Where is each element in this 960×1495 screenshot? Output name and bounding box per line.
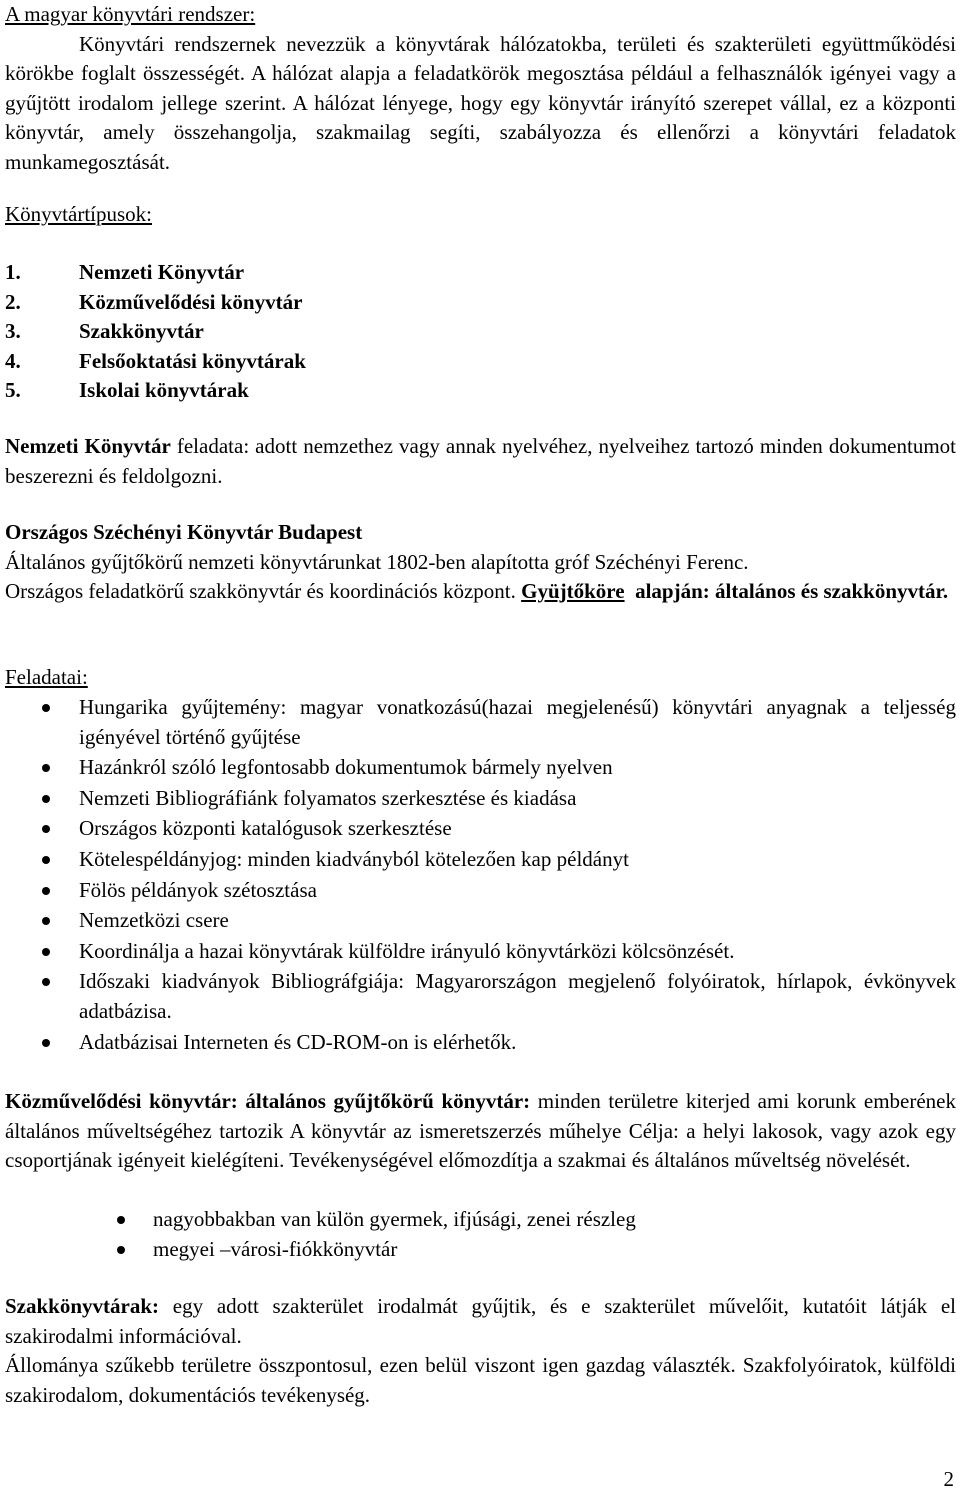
list-item: nagyobbakban van külön gyermek, ifjúsági, zenei részleg	[5, 1205, 956, 1235]
bullet-icon	[42, 978, 50, 986]
bullet-icon	[117, 1216, 125, 1224]
list-item: megyei –városi-fiókkönyvtár	[5, 1235, 956, 1265]
list-item: Országos központi katalógusok szerkesztése	[5, 814, 956, 844]
special-paragraph-2: Állománya szűkebb területre összpontosul, ezen belül viszont igen gazdag választék. Szakfolyóiratok, külföldi szakirodalom, dokumentációs tevékenység.	[5, 1353, 956, 1407]
public-list-block	[5, 1205, 956, 1264]
list-item: 4. Felsőoktatási könyvtárak	[5, 348, 306, 373]
bullet-icon	[42, 887, 50, 895]
bullet-icon	[42, 795, 50, 803]
types-list-block	[5, 258, 956, 406]
page-number: 2	[943, 1467, 954, 1491]
national-lead: Nemzeti Könyvtár	[5, 434, 171, 458]
bullet-icon	[42, 704, 50, 712]
list-item: Hazánkról szóló legfontosabb dokumentumok bármely nyelven	[5, 753, 956, 783]
list-item: 2. Közművelődési könyvtár	[5, 289, 303, 314]
list-item: Nemzetközi csere	[5, 906, 956, 936]
bullet-icon	[117, 1246, 125, 1254]
bullet-icon	[42, 825, 50, 833]
national-text: feladata: adott nemzethez vagy annak nyelvéhez, nyelveihez tartozó minden dokumentumot beszerezni és feldolgozni.	[5, 434, 957, 488]
tasks-section	[5, 663, 956, 693]
oszk-line1: Általános gyűjtőkörű nemzeti könyvtárunkat 1802-ben alapította gróf Széchényi Ferenc.	[5, 549, 749, 574]
national-library-paragraph	[5, 432, 956, 491]
intro-heading: A magyar könyvtári rendszer:	[5, 2, 256, 26]
list-item: Adatbázisai Interneten és CD-ROM-on is elérhetők.	[5, 1028, 956, 1058]
tasks-heading: Feladatai:	[5, 665, 88, 689]
bullet-icon	[42, 948, 50, 956]
types-heading: Könyvtártípusok:	[5, 202, 152, 226]
special-library-section	[5, 1292, 956, 1410]
special-paragraph: Szakkönyvtárak: egy adott szakterület irodalmát gyűjtik, és e szakterület művelőit, kutatóit látják el szakirodalmi információval.	[5, 1294, 956, 1348]
tasks-list	[5, 693, 956, 1057]
bullet-icon	[42, 764, 50, 772]
list-item: 1. Nemzeti Könyvtár	[5, 260, 245, 284]
bullet-icon	[42, 917, 50, 925]
oszk-title: Országos Széchényi Könyvtár Budapest	[5, 520, 363, 544]
list-item: Kötelespéldányjog: minden kiadványból kötelezően kap példányt	[5, 845, 956, 875]
list-item: Időszaki kiadványok Bibliográfgiája: Magyarországon megjelenő folyóiratok, hírlapok, évkönyvek adatbázisa.	[5, 967, 956, 1026]
list-item: 5. Iskolai könyvtárak	[5, 378, 249, 403]
list-item: Fölös példányok szétosztása	[5, 876, 956, 906]
types-section	[5, 200, 956, 230]
list-item: Nemzeti Bibliográfiánk folyamatos szerkesztése és kiadása	[5, 784, 956, 814]
list-item: Hungarika gyűjtemény: magyar vonatkozású(hazai megjelenésű) könyvtári anyagnak a teljesség igényével történő gyűjtése	[5, 693, 956, 752]
collection-scope-label: Gyüjtőköre	[521, 579, 625, 604]
public-lead: Közművelődési könyvtár: általános gyűjtőkörű könyvtár:	[5, 1089, 531, 1113]
oszk-line2: Országos feladatkörű szakkönyvtár és koordinációs központ. Gyüjtőköre alapján: általános és szakkönyvtár.	[5, 579, 949, 604]
list-item: 3. Szakkönyvtár	[5, 319, 204, 344]
intro-paragraph: Könyvtári rendszernek nevezzük a könyvtárak hálózatokba, területi és szakterületi együttműködési körökbe foglalt összességét. A hálózat alapja a feladatkörök megosztása például a felhasználók igényei vagy a gyűjtött irodalom jellege szerint. A hálózat lényege, hogy egy könyvtár irányító szerepet vállal, ez a központi könyvtár, amely összehangolja, szakmailag segíti, szabályozza és ellenőrzi a könyvtári feladatok munkamegosztását.	[5, 31, 956, 174]
intro-section	[5, 0, 956, 178]
oszk-section	[5, 518, 956, 607]
bullet-icon	[42, 856, 50, 864]
special-lead: Szakkönyvtárak:	[5, 1294, 160, 1318]
list-item: Koordinálja a hazai könyvtárak külföldre irányuló könyvtárközi kölcsönzését.	[5, 937, 956, 967]
public-library-list	[5, 1205, 956, 1264]
tasks-list-block	[5, 693, 956, 1057]
public-library-paragraph	[5, 1087, 956, 1176]
library-types-list	[5, 258, 956, 406]
bullet-icon	[42, 1039, 50, 1047]
public-text: minden területre kiterjed ami korunk emberének általános műveltségéhez tartozik A könyvtár az ismeretszerzés műhelye Célja: a helyi lakosok, vagy azok egy csoportjának igényeit kielégíteni. Tevékenységével előmozdítja a szakmai és általános műveltség növelését.	[5, 1089, 956, 1173]
